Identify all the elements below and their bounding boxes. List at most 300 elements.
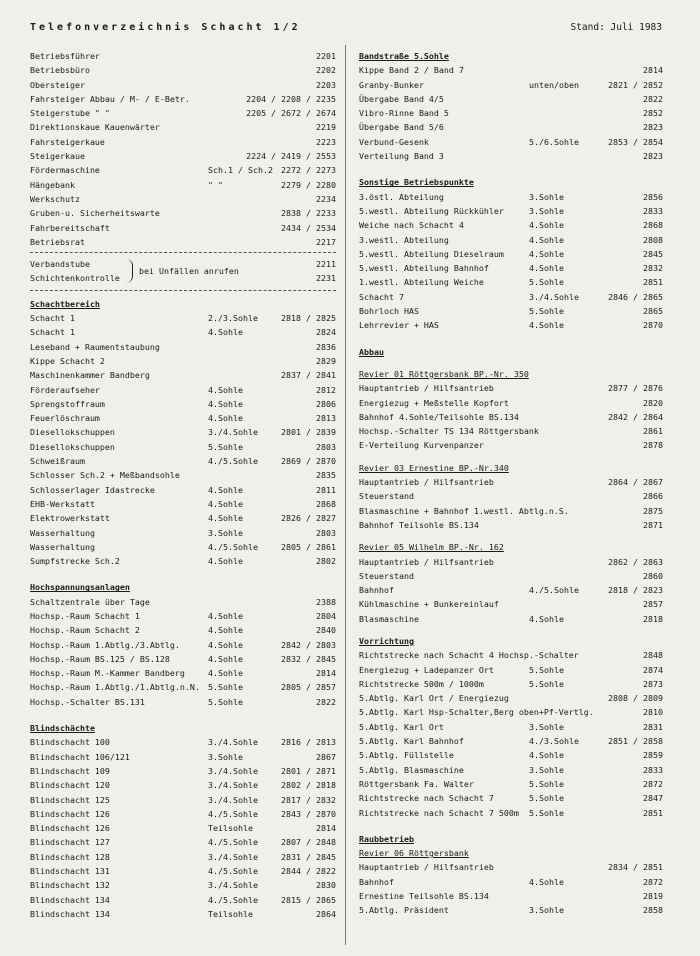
directory-entry [30, 497, 336, 511]
directory-entry [30, 235, 336, 249]
entry-name: Werkschutz [30, 193, 80, 204]
entry-name: E-Verteilung Kurvenpanzer [359, 440, 484, 451]
entry-name: Richtstrecke nach Schacht 4 Hochsp.-Schalter [359, 650, 579, 661]
directory-entry [359, 903, 663, 917]
entry-name: Sprengstoffraum [30, 398, 105, 409]
column-divider [345, 45, 346, 945]
directory-entry [30, 383, 336, 397]
entry-extension: 2860 [643, 570, 663, 581]
entry-extension: 2823 [643, 122, 663, 133]
entry-extension: 2388 [316, 596, 336, 607]
directory-entry [30, 454, 336, 468]
entry-extension: 2802 [316, 556, 336, 567]
directory-entry [30, 623, 336, 637]
entry-level: 4.Sohle [208, 668, 243, 679]
entry-extension: 2872 [643, 778, 663, 789]
entry-extension: 2812 [316, 384, 336, 395]
group-entry-number: 2211 [316, 259, 336, 270]
entry-level: 3./4.Sohle [208, 427, 258, 438]
dashed-divider [30, 252, 336, 253]
entry-name: Blindschacht 128 [30, 851, 110, 862]
entry-level: 2./3.Sohle [208, 313, 258, 324]
entry-extension: 2829 [316, 355, 336, 366]
entry-name: Blasmaschine + Bahnhof 1.westl. Abtlg.n.S. [359, 505, 569, 516]
entry-extension: 2847 [643, 793, 663, 804]
entry-level: 4.Sohle [208, 484, 243, 495]
entry-name: Betriebsbüro [30, 65, 90, 76]
entry-name: Verbund-Gesenk [359, 136, 429, 147]
entry-name: Hängebank [30, 179, 75, 190]
entry-extension: 2811 [316, 484, 336, 495]
entry-extension: 2837 / 2841 [281, 370, 336, 381]
entry-name: Hochsp.-Schalter TS 134 Röttgersbank [359, 426, 539, 437]
entry-extension: 2842 / 2803 [281, 639, 336, 650]
entry-name: Hauptantrieb / Hilfsantrieb [359, 862, 494, 873]
entry-name: Hauptantrieb / Hilfsantrieb [359, 556, 494, 567]
directory-entry [30, 192, 336, 206]
directory-entry [30, 221, 336, 235]
entry-name: 5.Abtlg. Karl Ort [359, 721, 444, 732]
entry-extension: 2873 [643, 678, 663, 689]
directory-entry [30, 652, 336, 666]
entry-extension: 2818 / 2823 [608, 585, 663, 596]
directory-entry [30, 893, 336, 907]
entry-name: Blindschacht 132 [30, 880, 110, 891]
entry-level: 4.Sohle [208, 639, 243, 650]
directory-entry [30, 149, 336, 163]
entry-extension: 2834 / 2851 [608, 862, 663, 873]
entry-extension: 2857 [643, 599, 663, 610]
section-title: Abbau [359, 346, 384, 357]
directory-entry [359, 438, 663, 452]
directory-entry [359, 555, 663, 569]
directory-entry [30, 354, 336, 368]
entry-name: 5.westl. Abteilung Bahnhof [359, 263, 489, 274]
directory-entry [359, 424, 663, 438]
entry-name: Betriebsführer [30, 51, 100, 61]
directory-entry [359, 78, 663, 92]
entry-extension: 2820 [643, 397, 663, 408]
entry-level: 3./4.Sohle [208, 737, 258, 748]
entry-name: Richtstrecke nach Schacht 7 500m [359, 807, 519, 818]
dashed-divider [30, 290, 336, 291]
directory-section [359, 634, 663, 820]
section-title: Bandstraße 5.Sohle [359, 51, 449, 61]
entry-extension: 2875 [643, 505, 663, 516]
entry-level: 5.Sohle [529, 277, 564, 288]
directory-entry [30, 106, 336, 120]
entry-extension: 2859 [643, 750, 663, 761]
entry-name: Blindschacht 100 [30, 737, 110, 748]
directory-entry [30, 526, 336, 540]
entry-name: Obersteiger [30, 79, 85, 90]
directory-entry [359, 504, 663, 518]
entry-level: 4.Sohle [529, 750, 564, 761]
directory-entry [359, 149, 663, 163]
entry-name: Förderaufseher [30, 384, 100, 395]
entry-name: 5.westl. Abteilung Dieselraum [359, 248, 504, 259]
entry-level: 5.Sohle [208, 441, 243, 452]
entry-extension: 2836 [316, 341, 336, 352]
directory-entry [359, 247, 663, 261]
entry-level: 4./5.Sohle [529, 585, 579, 596]
directory-entry [30, 864, 336, 878]
directory-entry [30, 554, 336, 568]
entry-level: 4./5.Sohle [208, 541, 258, 552]
entry-level: 4.Sohle [208, 498, 243, 509]
entry-name: Richtstrecke nach Schacht 7 [359, 793, 494, 804]
entry-extension: 2808 / 2809 [608, 693, 663, 704]
entry-extension: 2866 [643, 491, 663, 502]
entry-extension: 2878 [643, 440, 663, 451]
entry-extension: 2843 / 2870 [281, 808, 336, 819]
entry-name: Hochsp.-Raum 1.Abtlg./1.Abtlg.n.N. [30, 682, 200, 693]
entry-name: Vibro-Rinne Band 5 [359, 108, 449, 119]
entry-extension: 2815 / 2865 [281, 894, 336, 905]
entry-name: 5.Abtlg. Präsident [359, 905, 449, 916]
directory-entry [30, 397, 336, 411]
directory-entry [30, 750, 336, 764]
entry-name: Leseband + Raumentstaubung [30, 341, 160, 352]
directory-section [30, 297, 336, 569]
entry-level: 4./5.Sohle [208, 456, 258, 467]
entry-name: Elektrowerkstatt [30, 513, 110, 524]
entry-level: 4./5.Sohle [208, 866, 258, 877]
entry-level: 4.Sohle [529, 248, 564, 259]
entry-extension: 2831 / 2845 [281, 851, 336, 862]
entry-extension: 2865 [643, 306, 663, 317]
document-date: Stand: Juli 1983 [570, 22, 662, 33]
entry-level: 3.Sohle [529, 764, 564, 775]
entry-extension: 2864 [316, 908, 336, 919]
entry-extension: 2831 [643, 721, 663, 732]
entry-extension: 2852 [643, 108, 663, 119]
entry-extension: 2871 [643, 519, 663, 530]
directory-entry [359, 290, 663, 304]
directory-entry [359, 569, 663, 583]
entry-name: Hochsp.-Schalter BS.131 [30, 696, 145, 707]
management-list [30, 49, 336, 249]
directory-entry [30, 325, 336, 339]
directory-entry [30, 638, 336, 652]
entry-name: Blindschacht 120 [30, 780, 110, 791]
entry-extension: 2853 / 2854 [608, 136, 663, 147]
directory-entry [359, 135, 663, 149]
section-title: Vorrichtung [359, 635, 414, 646]
directory-entry [30, 821, 336, 835]
entry-name: 5.Abtlg. Karl Ort / Energiezug [359, 693, 509, 704]
entry-name: Kippe Schacht 2 [30, 355, 105, 366]
entry-name: Kippe Band 2 / Band 7 [359, 65, 464, 76]
group-entry-number: 2231 [316, 273, 336, 284]
directory-entry [30, 340, 336, 354]
directory-entry [30, 368, 336, 382]
entry-extension: 2279 / 2280 [281, 179, 336, 190]
directory-entry [359, 120, 663, 134]
entry-extension: 2806 [316, 398, 336, 409]
entry-name: EHB-Werkstatt [30, 498, 95, 509]
directory-entry [30, 778, 336, 792]
entry-extension: 2822 [643, 93, 663, 104]
entry-extension: 2201 [316, 51, 336, 61]
entry-extension: 2838 / 2233 [281, 208, 336, 219]
entry-level: Sch.1 / Sch.2 [208, 165, 273, 176]
entry-extension: 2816 / 2813 [281, 737, 336, 748]
entry-extension: 2869 / 2870 [281, 456, 336, 467]
directory-entry [30, 807, 336, 821]
entry-level: 4.Sohle [208, 625, 243, 636]
section-title: Raubbetrieb [359, 833, 414, 844]
directory-entry [359, 106, 663, 120]
entry-extension: 2818 [643, 613, 663, 624]
directory-entry [359, 860, 663, 874]
entry-name: Bahnhof 4.Sohle/Teilsohle BS.134 [359, 411, 519, 422]
entry-extension: 2223 [316, 136, 336, 147]
entry-extension: 2810 [643, 707, 663, 718]
entry-name: Blindschacht 134 [30, 908, 110, 919]
entry-extension: 2822 [316, 696, 336, 707]
directory-entry [30, 764, 336, 778]
directory-entry [30, 92, 336, 106]
section-title: Sonstige Betriebspunkte [359, 177, 474, 188]
left-column [30, 49, 336, 933]
entry-level: 4.Sohle [208, 327, 243, 338]
entry-name: Feuerlöschraum [30, 413, 100, 424]
entry-level: 4.Sohle [529, 613, 564, 624]
directory-entry [359, 233, 663, 247]
entry-name: Schlosser Sch.2 + Meßbandsohle [30, 470, 180, 481]
directory-entry [30, 680, 336, 694]
entry-extension: 2872 [643, 876, 663, 887]
entry-extension: 2802 / 2818 [281, 780, 336, 791]
entry-extension: 2805 / 2861 [281, 541, 336, 552]
entry-level: 4.Sohle [529, 876, 564, 887]
entry-name: Energiezug + Meßstelle Kopfort [359, 397, 509, 408]
entry-level: 5.Sohle [529, 778, 564, 789]
directory-section [359, 832, 663, 918]
directory-section [30, 580, 336, 709]
entry-name: Blasmaschine [359, 613, 419, 624]
entry-name: Betriebsrat [30, 236, 85, 247]
entry-name: 3.östl. Abteilung [359, 191, 444, 202]
entry-extension: 2813 [316, 413, 336, 424]
entry-extension: 2840 [316, 625, 336, 636]
directory-entry [359, 218, 663, 232]
entry-extension: 2870 [643, 320, 663, 331]
directory-entry [30, 178, 336, 192]
directory-entry [359, 190, 663, 204]
entry-level: 3./4.Sohle [208, 765, 258, 776]
entry-level: " " [208, 179, 223, 190]
entry-extension: 2821 / 2852 [608, 79, 663, 90]
directory-entry [30, 440, 336, 454]
directory-entry [359, 748, 663, 762]
entry-name: Hochsp.-Raum BS.125 / BS.128 [30, 653, 170, 664]
directory-entry [359, 763, 663, 777]
entry-level: 3.Sohle [529, 205, 564, 216]
entry-name: Hauptantrieb / Hilfsantrieb [359, 477, 494, 488]
directory-entry [30, 483, 336, 497]
directory-entry [359, 663, 663, 677]
entry-name: Steuerstand [359, 491, 414, 502]
entry-level: 4./5.Sohle [208, 808, 258, 819]
directory-entry [359, 875, 663, 889]
entry-extension: 2862 / 2863 [608, 556, 663, 567]
directory-section [30, 721, 336, 921]
directory-entry [30, 411, 336, 425]
entry-name: Blindschacht 134 [30, 894, 110, 905]
entry-name: Kühlmaschine + Bunkereinlauf [359, 599, 499, 610]
section-title: Hochspannungsanlagen [30, 582, 130, 593]
directory-entry [359, 677, 663, 691]
entry-extension: 2845 [643, 248, 663, 259]
right-column [359, 49, 663, 930]
entry-name: Sumpfstrecke Sch.2 [30, 556, 120, 567]
entry-level: 4.Sohle [208, 610, 243, 621]
entry-extension: 2224 / 2419 / 2553 [246, 151, 336, 162]
entry-name: Übergabe Band 5/6 [359, 122, 444, 133]
entry-level: 3.Sohle [208, 527, 243, 538]
entry-name: Maschinenkammer Bandberg [30, 370, 150, 381]
entry-extension: 2848 [643, 650, 663, 661]
entry-level: 4.Sohle [529, 234, 564, 245]
entry-extension: 2204 / 2208 / 2235 [246, 93, 336, 104]
entry-name: Ernestine Teilsohle BS.134 [359, 891, 489, 902]
entry-name: Richtstrecke 500m / 1000m [359, 678, 484, 689]
entry-extension: 2202 [316, 65, 336, 76]
entry-level: 5.Sohle [208, 682, 243, 693]
entry-name: Bahnhof [359, 876, 394, 887]
section-title: Blindschächte [30, 723, 95, 734]
entry-extension: 2867 [316, 751, 336, 762]
directory-entry [359, 304, 663, 318]
directory-section [359, 461, 663, 532]
document-title: Telefonverzeichnis Schacht 1/2 [30, 22, 301, 33]
directory-entry [30, 735, 336, 749]
directory-entry [359, 318, 663, 332]
entry-level: 5.Sohle [529, 793, 564, 804]
entry-extension: 2832 [643, 263, 663, 274]
directory-entry [30, 311, 336, 325]
entry-name: Blindschacht 131 [30, 866, 110, 877]
entry-name: Lehrrevier + HAS [359, 320, 439, 331]
directory-entry [359, 648, 663, 662]
entry-extension: 2217 [316, 236, 336, 247]
directory-entry [359, 204, 663, 218]
entry-level: 3./4.Sohle [208, 880, 258, 891]
directory-entry [359, 410, 663, 424]
entry-name: Diesellokschuppen [30, 441, 115, 452]
directory-entry [30, 793, 336, 807]
entry-name: Steigerstube " " [30, 108, 110, 119]
section-subtitle: Revier 05 Wilhelm BP.-Nr. 162 [359, 542, 504, 553]
entry-level: 4.Sohle [208, 653, 243, 664]
entry-extension: 2434 / 2534 [281, 222, 336, 233]
entry-level: Teilsohle [208, 908, 253, 919]
directory-entry [30, 850, 336, 864]
directory-entry [359, 92, 663, 106]
entry-name: Hochsp.-Raum Schacht 1 [30, 610, 140, 621]
entry-level: 5.Sohle [529, 807, 564, 818]
entry-name: Schlosserlager Idastrecke [30, 484, 155, 495]
directory-entry [359, 518, 663, 532]
section-subtitle: Revier 06 Röttgersbank [359, 848, 469, 859]
directory-entry [359, 597, 663, 611]
entry-name: 1.westl. Abteilung Weiche [359, 277, 484, 288]
entry-name: Fahrsteigerkaue [30, 136, 105, 147]
entry-extension: 2272 / 2273 [281, 165, 336, 176]
entry-name: Hauptantrieb / Hilfsantrieb [359, 383, 494, 394]
entry-name: 5.westl. Abteilung Rückkühler [359, 205, 504, 216]
entry-extension: 2803 [316, 441, 336, 452]
entry-name: Hochsp.-Raum Schacht 2 [30, 625, 140, 636]
entry-extension: 2804 [316, 610, 336, 621]
entry-extension: 2835 [316, 470, 336, 481]
entry-extension: 2803 [316, 527, 336, 538]
entry-extension: 2864 / 2867 [608, 477, 663, 488]
group-note: bei Unfällen anrufen [139, 266, 239, 277]
entry-level: Teilsohle [208, 823, 253, 834]
section-subtitle: Revier 03 Ernestine BP.-Nr.340 [359, 462, 509, 473]
entry-name: Gruben-u. Sicherheitswarte [30, 208, 160, 219]
group-entry-name: Verbandstube [30, 259, 90, 270]
directory-entry [30, 540, 336, 554]
entry-name: Blindschacht 125 [30, 794, 110, 805]
directory-entry [359, 396, 663, 410]
entry-extension: 2830 [316, 880, 336, 891]
directory-entry [30, 695, 336, 709]
directory-entry [30, 78, 336, 92]
directory-entry [30, 835, 336, 849]
entry-name: Schaltzentrale über Tage [30, 596, 150, 607]
entry-level: 5./6.Sohle [529, 136, 579, 147]
entry-extension: 2819 [643, 891, 663, 902]
entry-level: 5.Sohle [529, 306, 564, 317]
entry-level: 4.Sohle [529, 263, 564, 274]
directory-entry [30, 609, 336, 623]
directory-section [359, 367, 663, 453]
emergency-group [30, 257, 336, 286]
entry-level: 4./5.Sohle [208, 894, 258, 905]
entry-name: Schweißraum [30, 456, 85, 467]
directory-entry [30, 595, 336, 609]
entry-name: Hochsp.-Raum M.-Kammer Bandberg [30, 668, 185, 679]
entry-level: 3.Sohle [529, 191, 564, 202]
entry-name: Blindschacht 127 [30, 837, 110, 848]
directory-section [359, 49, 663, 163]
entry-extension: 2814 [316, 823, 336, 834]
directory-entry [30, 135, 336, 149]
entry-level: 4.Sohle [529, 320, 564, 331]
directory-entry [30, 878, 336, 892]
directory-entry [30, 206, 336, 220]
entry-name: Schacht 7 [359, 291, 404, 302]
entry-extension: 2846 / 2865 [608, 291, 663, 302]
entry-extension: 2856 [643, 191, 663, 202]
entry-extension: 2818 / 2825 [281, 313, 336, 324]
entry-level: 3.Sohle [529, 721, 564, 732]
entry-level: 3./4.Sohle [208, 851, 258, 862]
entry-extension: 2203 [316, 79, 336, 90]
directory-entry [30, 425, 336, 439]
entry-level: 4.Sohle [208, 556, 243, 567]
directory-entry [359, 63, 663, 77]
directory-entry [359, 612, 663, 626]
entry-extension: 2861 [643, 426, 663, 437]
entry-name: 5.Abtlg. Karl Hsp-Schalter,Berg oben+Pf-Vertlg. [359, 707, 594, 718]
entry-extension: 2833 [643, 205, 663, 216]
directory-section [359, 540, 663, 626]
